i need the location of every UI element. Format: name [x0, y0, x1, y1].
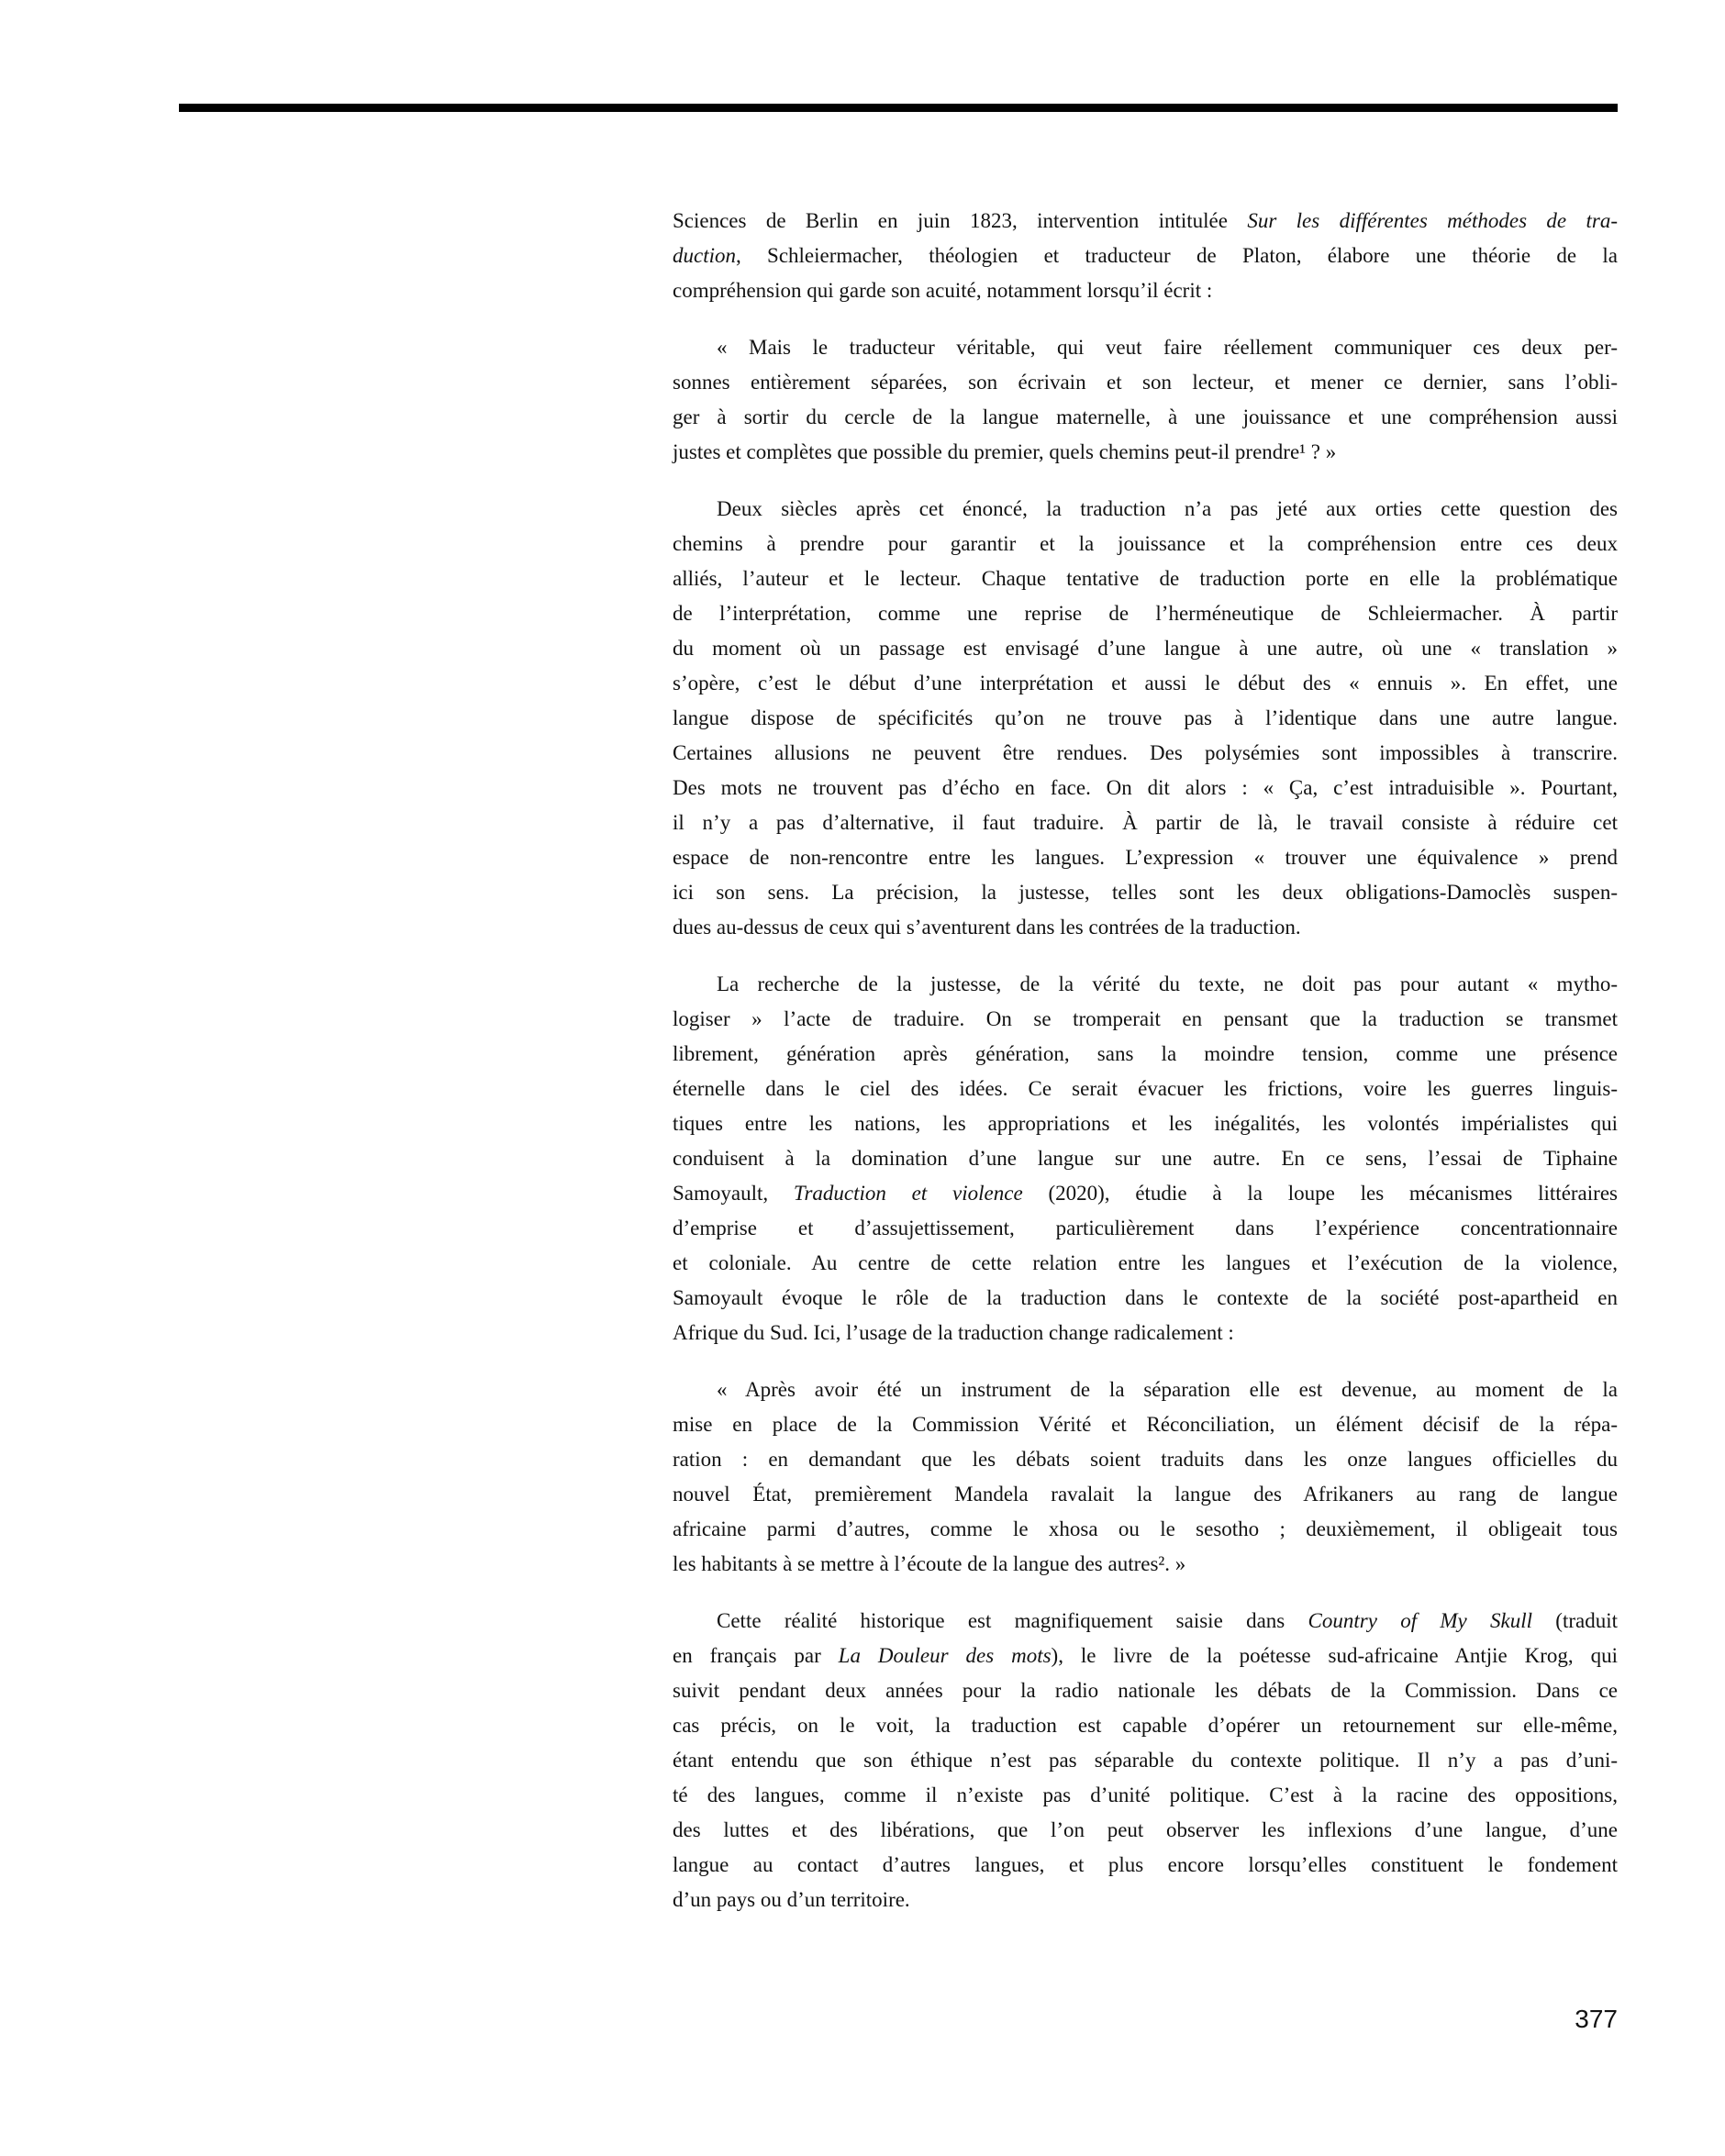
text-line: en français par La Douleur des mots), le livre de la poétesse sud-africaine Antjie Krog, qui: [673, 1644, 1618, 1667]
text-line: « Après avoir été un instrument de la séparation elle est devenue, au moment de la: [717, 1378, 1618, 1401]
body-paragraph: [673, 204, 1618, 308]
text-line: Certaines allusions ne peuvent être rendues. Des polysémies sont impossibles à transcrire.: [673, 741, 1618, 764]
text-line: ici son sens. La précision, la justesse, telles sont les deux obligations-Damoclès suspen-: [673, 881, 1618, 904]
text-line: des luttes et des libérations, que l’on peut observer les inflexions d’une langue, d’une: [673, 1818, 1618, 1841]
text-line: librement, génération après génération, sans la moindre tension, comme une présence: [673, 1042, 1618, 1065]
text-line: langue au contact d’autres langues, et plus encore lorsqu’elles constituent le fondement: [673, 1853, 1618, 1876]
body-paragraph: [673, 967, 1618, 1350]
block-quote: [673, 330, 1618, 470]
text-line: de l’interprétation, comme une reprise de l’herméneutique de Schleiermacher. À partir: [673, 602, 1618, 625]
text-line: étant entendu que son éthique n’est pas séparable du contexte politique. Il n’y a pas d’uni-: [673, 1749, 1618, 1772]
text-line: compréhension qui garde son acuité, notamment lorsqu’il écrit :: [673, 279, 1213, 302]
text-line: s’opère, c’est le début d’une interprétation et aussi le début des « ennuis ». En effet, une: [673, 672, 1618, 695]
text-line: Deux siècles après cet énoncé, la traduction n’a pas jeté aux orties cette question des: [717, 497, 1618, 520]
text-line: Samoyault évoque le rôle de la traduction dans le contexte de la société post-apartheid en: [673, 1286, 1618, 1309]
text-line: duction, Schleiermacher, théologien et traducteur de Platon, élabore une théorie de la: [673, 244, 1618, 267]
text-line: tiques entre les nations, les appropriations et les inégalités, les volontés impérialistes qui: [673, 1112, 1618, 1135]
text-line: suivit pendant deux années pour la radio nationale les débats de la Commission. Dans ce: [673, 1679, 1618, 1702]
text-line: les habitants à se mettre à l’écoute de la langue des autres². »: [673, 1552, 1186, 1575]
text-line: alliés, l’auteur et le lecteur. Chaque tentative de traduction porte en elle la problématique: [673, 567, 1618, 590]
text-line: langue dispose de spécificités qu’on ne trouve pas à l’identique dans une autre langue.: [673, 706, 1618, 729]
text-line: ger à sortir du cercle de la langue maternelle, à une jouissance et une compréhension aussi: [673, 406, 1618, 428]
text-line: Cette réalité historique est magnifiquement saisie dans Country of My Skull (traduit: [717, 1609, 1618, 1632]
text-line: d’un pays ou d’un territoire.: [673, 1888, 910, 1911]
chapter-top-rule: [179, 104, 1618, 112]
text-line: Sciences de Berlin en juin 1823, intervention intitulée Sur les différentes méthodes de tra-: [673, 209, 1618, 232]
text-line: Samoyault, Traduction et violence (2020), étudie à la loupe les mécanismes littéraires: [673, 1182, 1618, 1205]
text-line: il n’y a pas d’alternative, il faut traduire. À partir de là, le travail consiste à réduire cet: [673, 811, 1618, 834]
text-line: espace de non-rencontre entre les langues. L’expression « trouver une équivalence » prend: [673, 846, 1618, 869]
text-line: té des langues, comme il n’existe pas d’unité politique. C’est à la racine des oppositions,: [673, 1784, 1618, 1806]
page-number: 377: [1575, 2005, 1618, 2033]
body-paragraph: [673, 492, 1618, 945]
text-line: cas précis, on le voit, la traduction est capable d’opérer un retournement sur elle-même,: [673, 1714, 1618, 1737]
text-line: ration : en demandant que les débats soient traduits dans les onze langues officielles du: [673, 1448, 1618, 1471]
text-line: mise en place de la Commission Vérité et Réconciliation, un élément décisif de la répa-: [673, 1413, 1618, 1436]
text-line: Afrique du Sud. Ici, l’usage de la traduction change radicalement :: [673, 1321, 1234, 1344]
text-line: La recherche de la justesse, de la vérité du texte, ne doit pas pour autant « mytho-: [717, 972, 1618, 995]
text-line: sonnes entièrement séparées, son écrivain et son lecteur, et mener ce dernier, sans l’obli-: [673, 371, 1618, 394]
text-line: du moment où un passage est envisagé d’une langue à une autre, où une « translation »: [673, 637, 1618, 660]
text-line: Des mots ne trouvent pas d’écho en face. On dit alors : « Ça, c’est intraduisible ». Pourtant,: [673, 776, 1618, 799]
text-line: éternelle dans le ciel des idées. Ce serait évacuer les frictions, voire les guerres linguis-: [673, 1077, 1618, 1100]
text-line: conduisent à la domination d’une langue sur une autre. En ce sens, l’essai de Tiphaine: [673, 1147, 1618, 1170]
text-line: africaine parmi d’autres, comme le xhosa ou le sesotho ; deuxièmement, il obligeait tous: [673, 1517, 1618, 1540]
body-paragraph: [673, 1604, 1618, 1917]
text-line: d’emprise et d’assujettissement, particulièrement dans l’expérience concentrationnaire: [673, 1217, 1618, 1239]
text-line: et coloniale. Au centre de cette relation entre les langues et l’exécution de la violence,: [673, 1251, 1618, 1274]
text-column: [673, 204, 1618, 1917]
text-line: « Mais le traducteur véritable, qui veut faire réellement communiquer ces deux per-: [717, 336, 1618, 359]
text-line: justes et complètes que possible du premier, quels chemins peut-il prendre¹ ? »: [673, 440, 1337, 463]
text-line: logiser » l’acte de traduire. On se tromperait en pensant que la traduction se transmet: [673, 1007, 1618, 1030]
text-line: chemins à prendre pour garantir et la jouissance et la compréhension entre ces deux: [673, 532, 1618, 555]
text-line: nouvel État, premièrement Mandela ravalait la langue des Afrikaners au rang de langue: [673, 1483, 1618, 1506]
block-quote: [673, 1373, 1618, 1582]
text-line: dues au-dessus de ceux qui s’aventurent dans les contrées de la traduction.: [673, 916, 1301, 939]
